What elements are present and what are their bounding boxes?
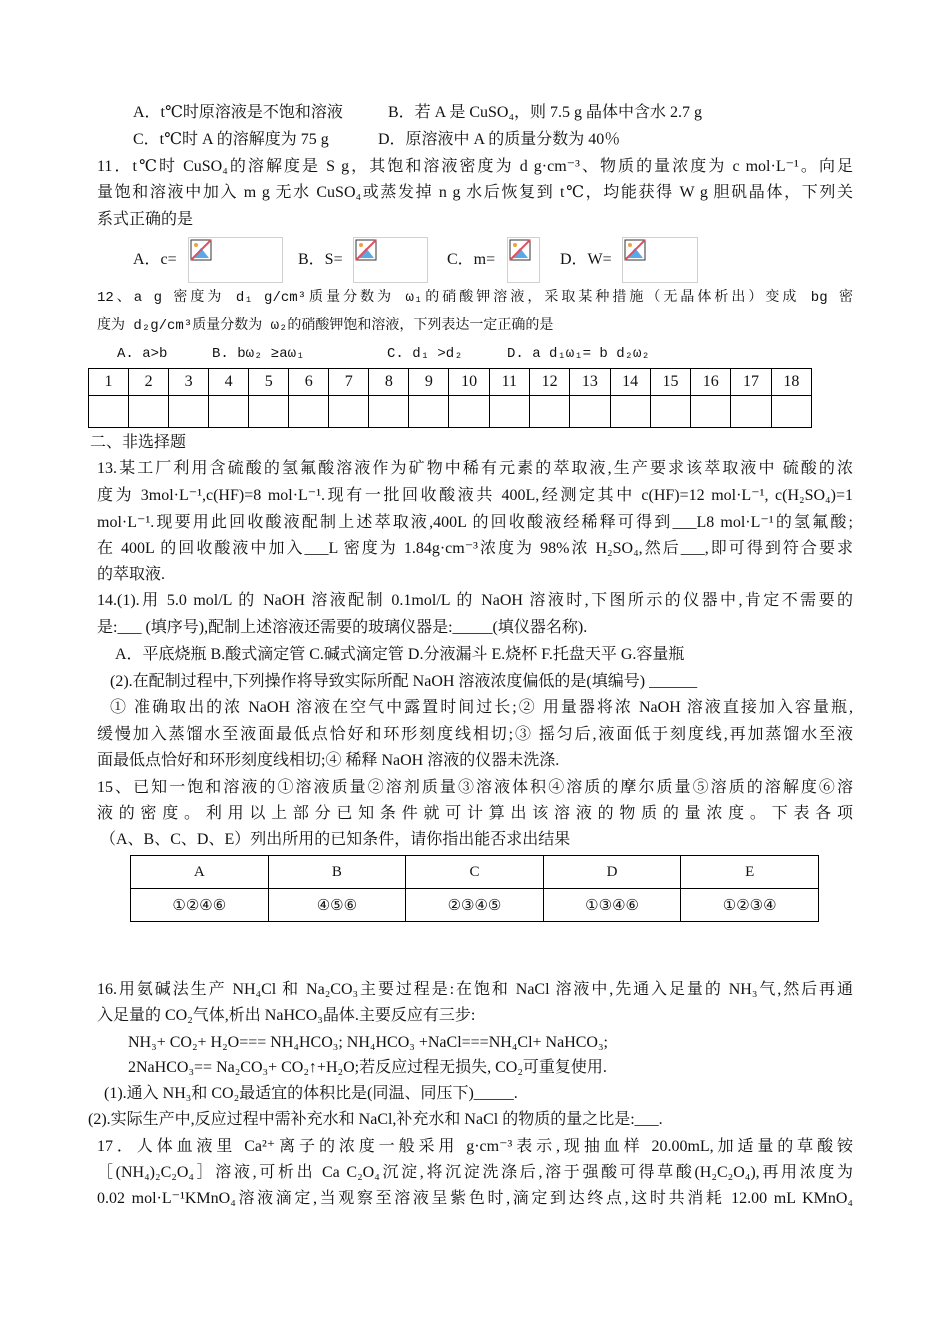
answer-number-cell: 4 (209, 369, 249, 396)
answer-blank-cell (329, 396, 369, 428)
answer-blank-cell (691, 396, 731, 428)
q16-text: 入足量的 CO₂气体,析出 NaHCO₃晶体.主要反应有三步: (97, 1007, 476, 1024)
answer-blank-cell (169, 396, 209, 428)
answer-blank-cell (771, 396, 811, 428)
q14-text: 14.(1).用 5.0 mol/L 的 NaOH 溶液配制 0.1mol/L 的 NaOH 溶液时,下图所示的仪器中,肯定不需要的 (97, 592, 853, 609)
answer-number-cell: 9 (409, 369, 449, 396)
q11-text: 量饱和溶液中加入 m g 无水 CuSO₄或蒸发掉 n g 水后恢复到 t℃，均能获得 W g 胆矾晶体，下列关 (97, 184, 853, 201)
q13-text: 的萃取液. (97, 566, 166, 583)
answer-blank-cell (529, 396, 569, 428)
q12-text: 度为 d₂g/cm³质量分数为 ω₂的硝酸钾饱和溶液，下列表达一定正确的是 (97, 318, 554, 334)
q16-part2: (2).实际生产中,反应过程中需补充水和 NaCl,补充水和 NaCl 的物质的量之比是:___. (88, 1111, 663, 1128)
table-header-cell: E (681, 856, 819, 889)
answer-number-cell: 6 (289, 369, 329, 396)
answer-number-cell: 5 (249, 369, 289, 396)
answer-blank-cell (289, 396, 329, 428)
q10-option-d: D．原溶液中 A 的质量分数为 40％ (378, 131, 621, 148)
q11-option-a: A．c= (133, 251, 177, 268)
q17-text: 17．人体血液里 Ca²⁺离子的浓度一般采用 g·cm⁻³表示,现抽血样 20.00mL,加适量的草酸铵 (97, 1138, 853, 1155)
q11-option-c: C．m= (447, 251, 496, 268)
q14-text: (2).在配制过程中,下列操作将导致实际所配 NaOH 溶液浓度偏低的是(填编号) ______ (110, 673, 698, 690)
answer-blank-cell (129, 396, 169, 428)
answer-number-cell: 15 (650, 369, 690, 396)
q11-option-b: B．S= (298, 251, 343, 268)
q14-text: 是:___ (填序号),配制上述溶液还需要的玻璃仪器是:_____(填仪器名称). (97, 619, 588, 636)
answer-number-cell: 2 (129, 369, 169, 396)
broken-image-icon (355, 239, 377, 261)
answer-blank-cell (610, 396, 650, 428)
answer-number-cell: 12 (529, 369, 569, 396)
q15-text: 液的密度。利用以上部分已知条件就可计算出该溶液的物质的量浓度。下表各项 (97, 805, 853, 822)
broken-image-icon (509, 239, 531, 261)
formula-image-placeholder (188, 237, 283, 283)
broken-image-icon (190, 239, 212, 261)
answer-blank-cell (570, 396, 610, 428)
q17-text: 0.02 mol·L⁻¹KMnO₄溶液滴定,当观察至溶液呈紫色时,滴定到达终点,这时共消耗 12.00 mL KMnO₄ (97, 1190, 853, 1207)
answer-blank-cell (731, 396, 771, 428)
q17-text: ［(NH₄)₂C₂O₄］溶液,可析出 Ca C₂O₄沉淀,将沉淀洗涤后,溶于强酸可得草酸(H₂C₂O₄),再用浓度为 (97, 1164, 853, 1181)
q12-option-c: C. d₁ >d₂ (387, 346, 463, 362)
formula-image-placeholder (622, 237, 698, 283)
q14-text: 缓慢加入蒸馏水至液面最低点恰好和环形刻度线相切;③ 摇匀后,液面低于刻度线,再加蒸馏水至液 (97, 726, 853, 743)
q12-text: 12、a g 密度为 d₁ g/cm³质量分数为 ω₁的硝酸钾溶液，采取某种措施（无晶体析出）变成 bg 密 (97, 290, 853, 306)
q10-option-c: C．t℃时 A 的溶解度为 75 g (133, 131, 329, 148)
q13-text: 13.某工厂利用含硫酸的氢氟酸溶液作为矿物中稀有元素的萃取液,生产要求该萃取液中 硫酸的浓 (97, 460, 853, 477)
table-cell: ①②③④ (681, 889, 819, 922)
answer-number-cell: 11 (489, 369, 529, 396)
q10-option-a: A．t℃时原溶液是不饱和溶液 (133, 104, 343, 121)
q16-part1: (1).通入 NH₃和 CO₂最适宜的体积比是(同温、同压下)_____. (104, 1085, 518, 1102)
table-cell: ④⑤⑥ (268, 889, 406, 922)
answer-table (88, 368, 812, 428)
table-header-cell: B (268, 856, 406, 889)
table-header-cell: D (543, 856, 681, 889)
answer-number-cell: 7 (329, 369, 369, 396)
q12-option-d: D. a d₁ω₁= b d₂ω₂ (507, 346, 650, 362)
answer-number-cell: 14 (610, 369, 650, 396)
formula-image-placeholder (353, 237, 428, 283)
table-header-cell: A (131, 856, 269, 889)
answer-number-cell: 3 (169, 369, 209, 396)
q11-text: 系式正确的是 (97, 211, 194, 228)
q13-text: 在 400L 的回收酸液中加入___L 密度为 1.84g·cm⁻³浓度为 98%浓 H₂SO₄,然后___,即可得到符合要求 (97, 540, 853, 557)
answer-blank-cell (249, 396, 289, 428)
q12-option-b: B. bω₂ ≥aω₁ (212, 346, 305, 362)
answer-number-cell: 17 (731, 369, 771, 396)
answer-blank-cell (489, 396, 529, 428)
q12-option-a: A. a>b (117, 346, 168, 362)
q11-option-d: D．W= (560, 251, 612, 268)
answer-blank-cell (369, 396, 409, 428)
section-heading: 二、非选择题 (90, 434, 187, 451)
q14-text: 面最低点恰好和环形刻度线相切;④ 稀释 NaOH 溶液的仪器未洗涤. (97, 752, 560, 769)
answer-blank-cell (89, 396, 129, 428)
table-cell: ②③④⑤ (406, 889, 544, 922)
answer-number-cell: 13 (570, 369, 610, 396)
q15-text: 15、已知一饱和溶液的①溶液质量②溶剂质量③溶液体积④溶质的摩尔质量⑤溶质的溶解度⑥溶 (97, 779, 853, 796)
table-cell: ①②④⑥ (131, 889, 269, 922)
q16-equation: 2NaHCO₃== Na₂CO₃+ CO₂↑+H₂O;若反应过程无损失, CO₂可重复使用. (128, 1059, 607, 1076)
answer-number-cell: 18 (771, 369, 811, 396)
table-cell: ①③④⑥ (543, 889, 681, 922)
answer-blank-cell (449, 396, 489, 428)
q13-text: mol·L⁻¹.现要用此回收酸液配制上述萃取液,400L 的回收酸液经稀释可得到___L8 mol·L⁻¹的氢氟酸; (97, 514, 853, 531)
q13-text: 度为 3mol·L⁻¹,c(HF)=8 mol·L⁻¹.现有一批回收酸液共 400L,经测定其中 c(HF)=12 mol·L⁻¹, c(H₂SO₄)=1 (97, 487, 853, 504)
q10-option-b: B．若 A 是 CuSO₄，则 7.5 g 晶体中含水 2.7 g (388, 104, 703, 121)
answer-number-cell: 8 (369, 369, 409, 396)
answer-blank-cell (409, 396, 449, 428)
q16-equation: NH₃+ CO₂+ H₂O=== NH₄HCO₃; NH₄HCO₃ +NaCl===NH₄Cl+ NaHCO₃; (128, 1034, 608, 1051)
table-header-cell: C (406, 856, 544, 889)
answer-blank-cell (209, 396, 249, 428)
q14-text: ① 准确取出的浓 NaOH 溶液在空气中露置时间过长;② 用量器将浓 NaOH 溶液直接加入容量瓶, (110, 699, 853, 716)
q14-options: A．平底烧瓶 B.酸式滴定管 C.碱式滴定管 D.分液漏斗 E.烧杯 F.托盘天平 G.容量瓶 (115, 646, 685, 663)
answer-number-cell: 16 (691, 369, 731, 396)
answer-number-cell: 10 (449, 369, 489, 396)
answer-number-cell: 1 (89, 369, 129, 396)
formula-image-placeholder (507, 237, 540, 283)
answer-blank-cell (650, 396, 690, 428)
q16-text: 16.用氨碱法生产 NH₄Cl 和 Na₂CO₃主要过程是:在饱和 NaCl 溶液中,先通入足量的 NH₃气,然后再通 (97, 981, 853, 998)
q11-text: 11．t℃时 CuSO₄的溶解度是 S g，其饱和溶液密度为 d g·cm⁻³、物质的量浓度为 c mol·L⁻¹。向足 (97, 158, 853, 175)
q15-text: （A、B、C、D、E）列出所用的已知条件，请你指出能否求出结果 (100, 831, 571, 848)
broken-image-icon (624, 239, 646, 261)
q15-table (130, 855, 819, 922)
